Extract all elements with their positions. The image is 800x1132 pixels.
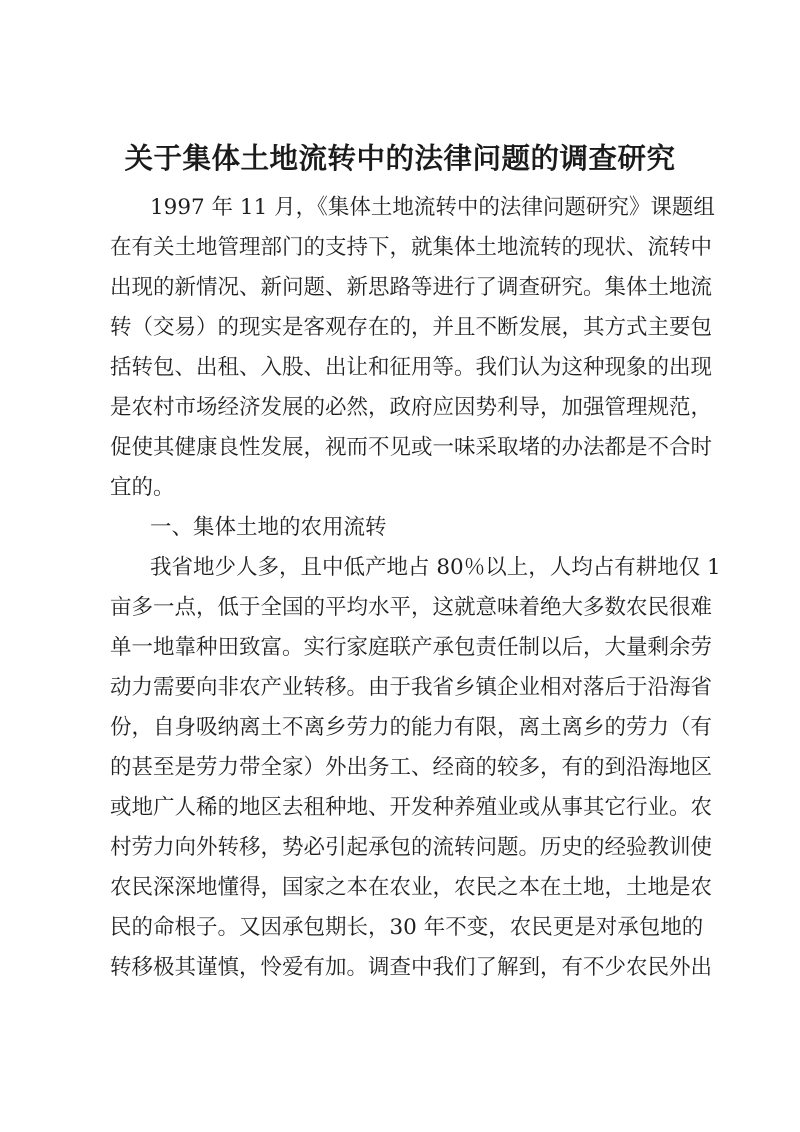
paragraph-line: 宜的。	[110, 475, 175, 500]
paragraph-line: 出现的新情况、新问题、新思路等进行了调查研究。集体土地流	[110, 275, 713, 300]
paragraph-line: 或地广人稀的地区去租种地、开发种养殖业或从事其它行业。农	[110, 795, 713, 820]
paragraph-line: 村劳力向外转移，势必引起承包的流转问题。历史的经验教训使	[110, 835, 713, 860]
section-heading: 一、集体土地的农用流转	[150, 515, 387, 540]
paragraph-line: 转移极其谨慎，怜爱有加。调查中我们了解到，有不少农民外出	[110, 955, 713, 980]
paragraph-line: 括转包、出租、入股、出让和征用等。我们认为这种现象的出现	[110, 355, 713, 380]
paragraph-line: 份，自身吸纳离土不离乡劳力的能力有限，离土离乡的劳力（有	[110, 715, 713, 740]
paragraph-line: 单一地靠种田致富。实行家庭联产承包责任制以后，大量剩余劳	[110, 635, 713, 660]
paragraph-line: 我省地少人多，且中低产地占 80％以上，人均占有耕地仅 1	[150, 555, 721, 580]
paragraph-line: 是农村市场经济发展的必然，政府应因势利导，加强管理规范，	[110, 395, 713, 420]
paragraph-line: 转（交易）的现实是客观存在的，并且不断发展，其方式主要包	[110, 315, 713, 340]
paragraph-line: 民的命根子。又因承包期长，30 年不变，农民更是对承包地的	[110, 915, 704, 940]
paragraph-line: 1997 年 11 月，《集体土地流转中的法律问题研究》课题组	[150, 195, 715, 220]
paragraph-line: 促使其健康良性发展，视而不见或一味采取堵的办法都是不合时	[110, 435, 713, 460]
paragraph-line: 的甚至是劳力带全家）外出务工、经商的较多，有的到沿海地区	[110, 755, 713, 780]
document-title: 关于集体土地流转中的法律问题的调查研究	[124, 141, 676, 175]
paragraph-line: 动力需要向非农产业转移。由于我省乡镇企业相对落后于沿海省	[110, 675, 713, 700]
paragraph-line: 亩多一点，低于全国的平均水平，这就意味着绝大多数农民很难	[110, 595, 713, 620]
paragraph-line: 在有关土地管理部门的支持下，就集体土地流转的现状、流转中	[110, 235, 713, 260]
paragraph-line: 农民深深地懂得，国家之本在农业，农民之本在土地，土地是农	[110, 875, 713, 900]
